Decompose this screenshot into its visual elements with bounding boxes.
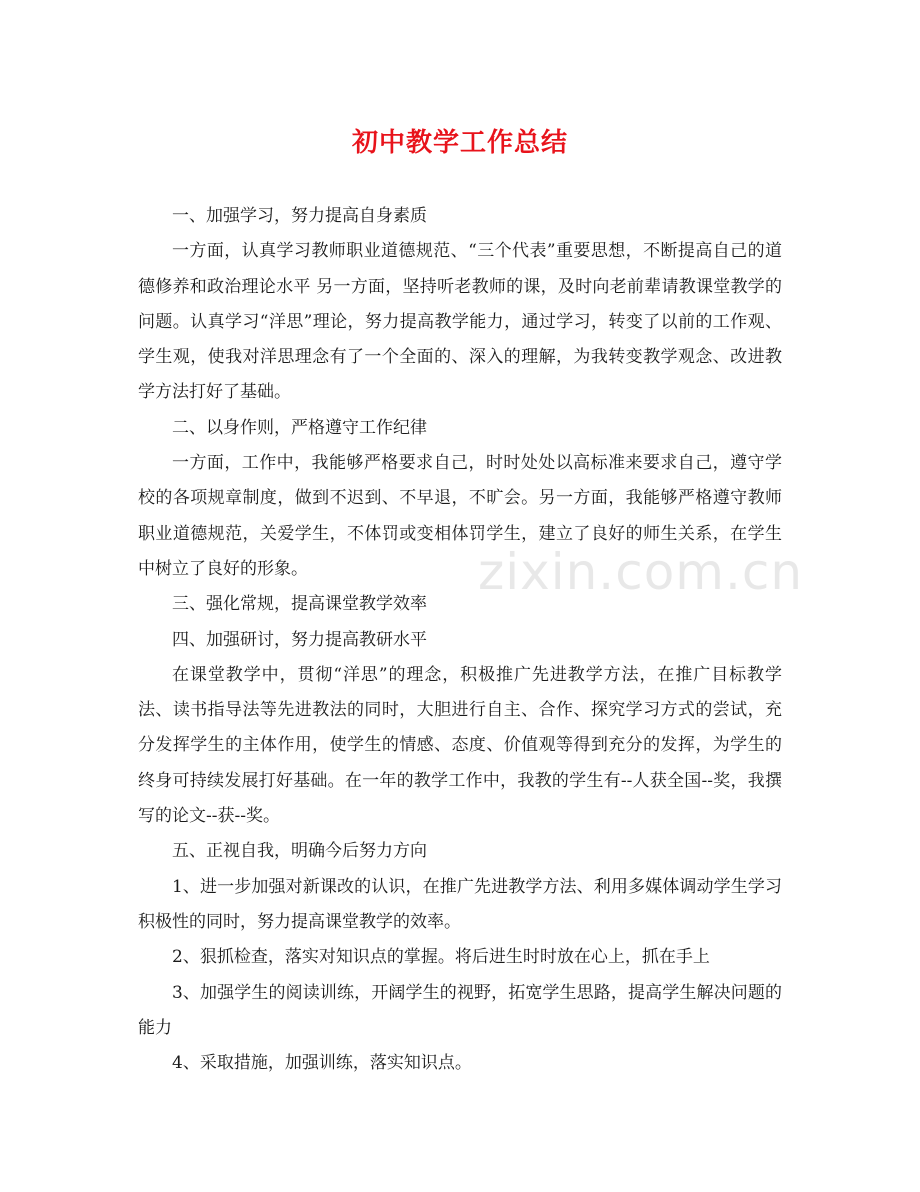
list-item-3: 3、加强学生的阅读训练，开阔学生的视野，拓宽学生思路，提高学生解决问题的能力	[138, 982, 782, 1038]
section-heading-2: 二、以身作则，严格遵守工作纪律	[172, 417, 427, 438]
list-item-4: 4、采取措施，加强训练，落实知识点。	[172, 1053, 472, 1074]
list-item-2: 2、狠抓检查，落实对知识点的掌握。将后进生时时放在心上，抓在手上	[172, 947, 710, 968]
document-title: 初中教学工作总结	[351, 128, 568, 158]
document-body	[138, 199, 782, 1081]
paragraph-1: 一方面，认真学习教师职业道德规范、“三个代表”重要思想，不断提高自己的道德修养和政治理论水平 另一方面，坚持听老教师的课，及时向老前辈请教课堂教学的问题。认真学习“洋思”理论，努力提高教学能力，通过学习，转变了以前的工作观、学生观，使我对洋思理念有了一个全面的、深入的理解，为我转变教学观念、改进教学方法打好了基础。	[138, 241, 782, 403]
paragraph-4: 在课堂教学中，贯彻“洋思”的理念，积极推广先进教学方法，在推广目标教学法、读书指导法等先进教法的同时，大胆进行自主、合作、探究学习方式的尝试，充分发挥学生的主体作用，使学生的情感、态度、价值观等得到充分的发挥，为学生的终身可持续发展打好基础。在一年的教学工作中，我教的学生有--人获全国--奖，我撰写的论文--获--奖。	[138, 664, 782, 827]
watermark: zixin.com.cn	[478, 543, 804, 601]
list-item-1: 1、进一步加强对新课改的认识，在推广先进教学方法、利用多媒体调动学生学习积极性的同时，努力提高课堂教学的效率。	[138, 876, 782, 932]
section-heading-1: 一、加强学习，努力提高自身素质	[172, 206, 427, 226]
section-heading-4: 四、加强研讨，努力提高教研水平	[172, 629, 427, 650]
section-heading-5: 五、正视自我，明确今后努力方向	[172, 841, 427, 862]
section-heading-3: 三、强化常规，提高课堂教学效率	[172, 594, 427, 615]
paragraph-2: 一方面，工作中，我能够严格要求自己，时时处处以高标准来要求自己，遵守学校的各项规章制度，做到不迟到、不早退，不旷会。另一方面，我能够严格遵守教师职业道德规范，关爱学生，不体罚或变相体罚学生，建立了良好的师生关系，在学生中树立了良好的形象。	[138, 453, 782, 579]
